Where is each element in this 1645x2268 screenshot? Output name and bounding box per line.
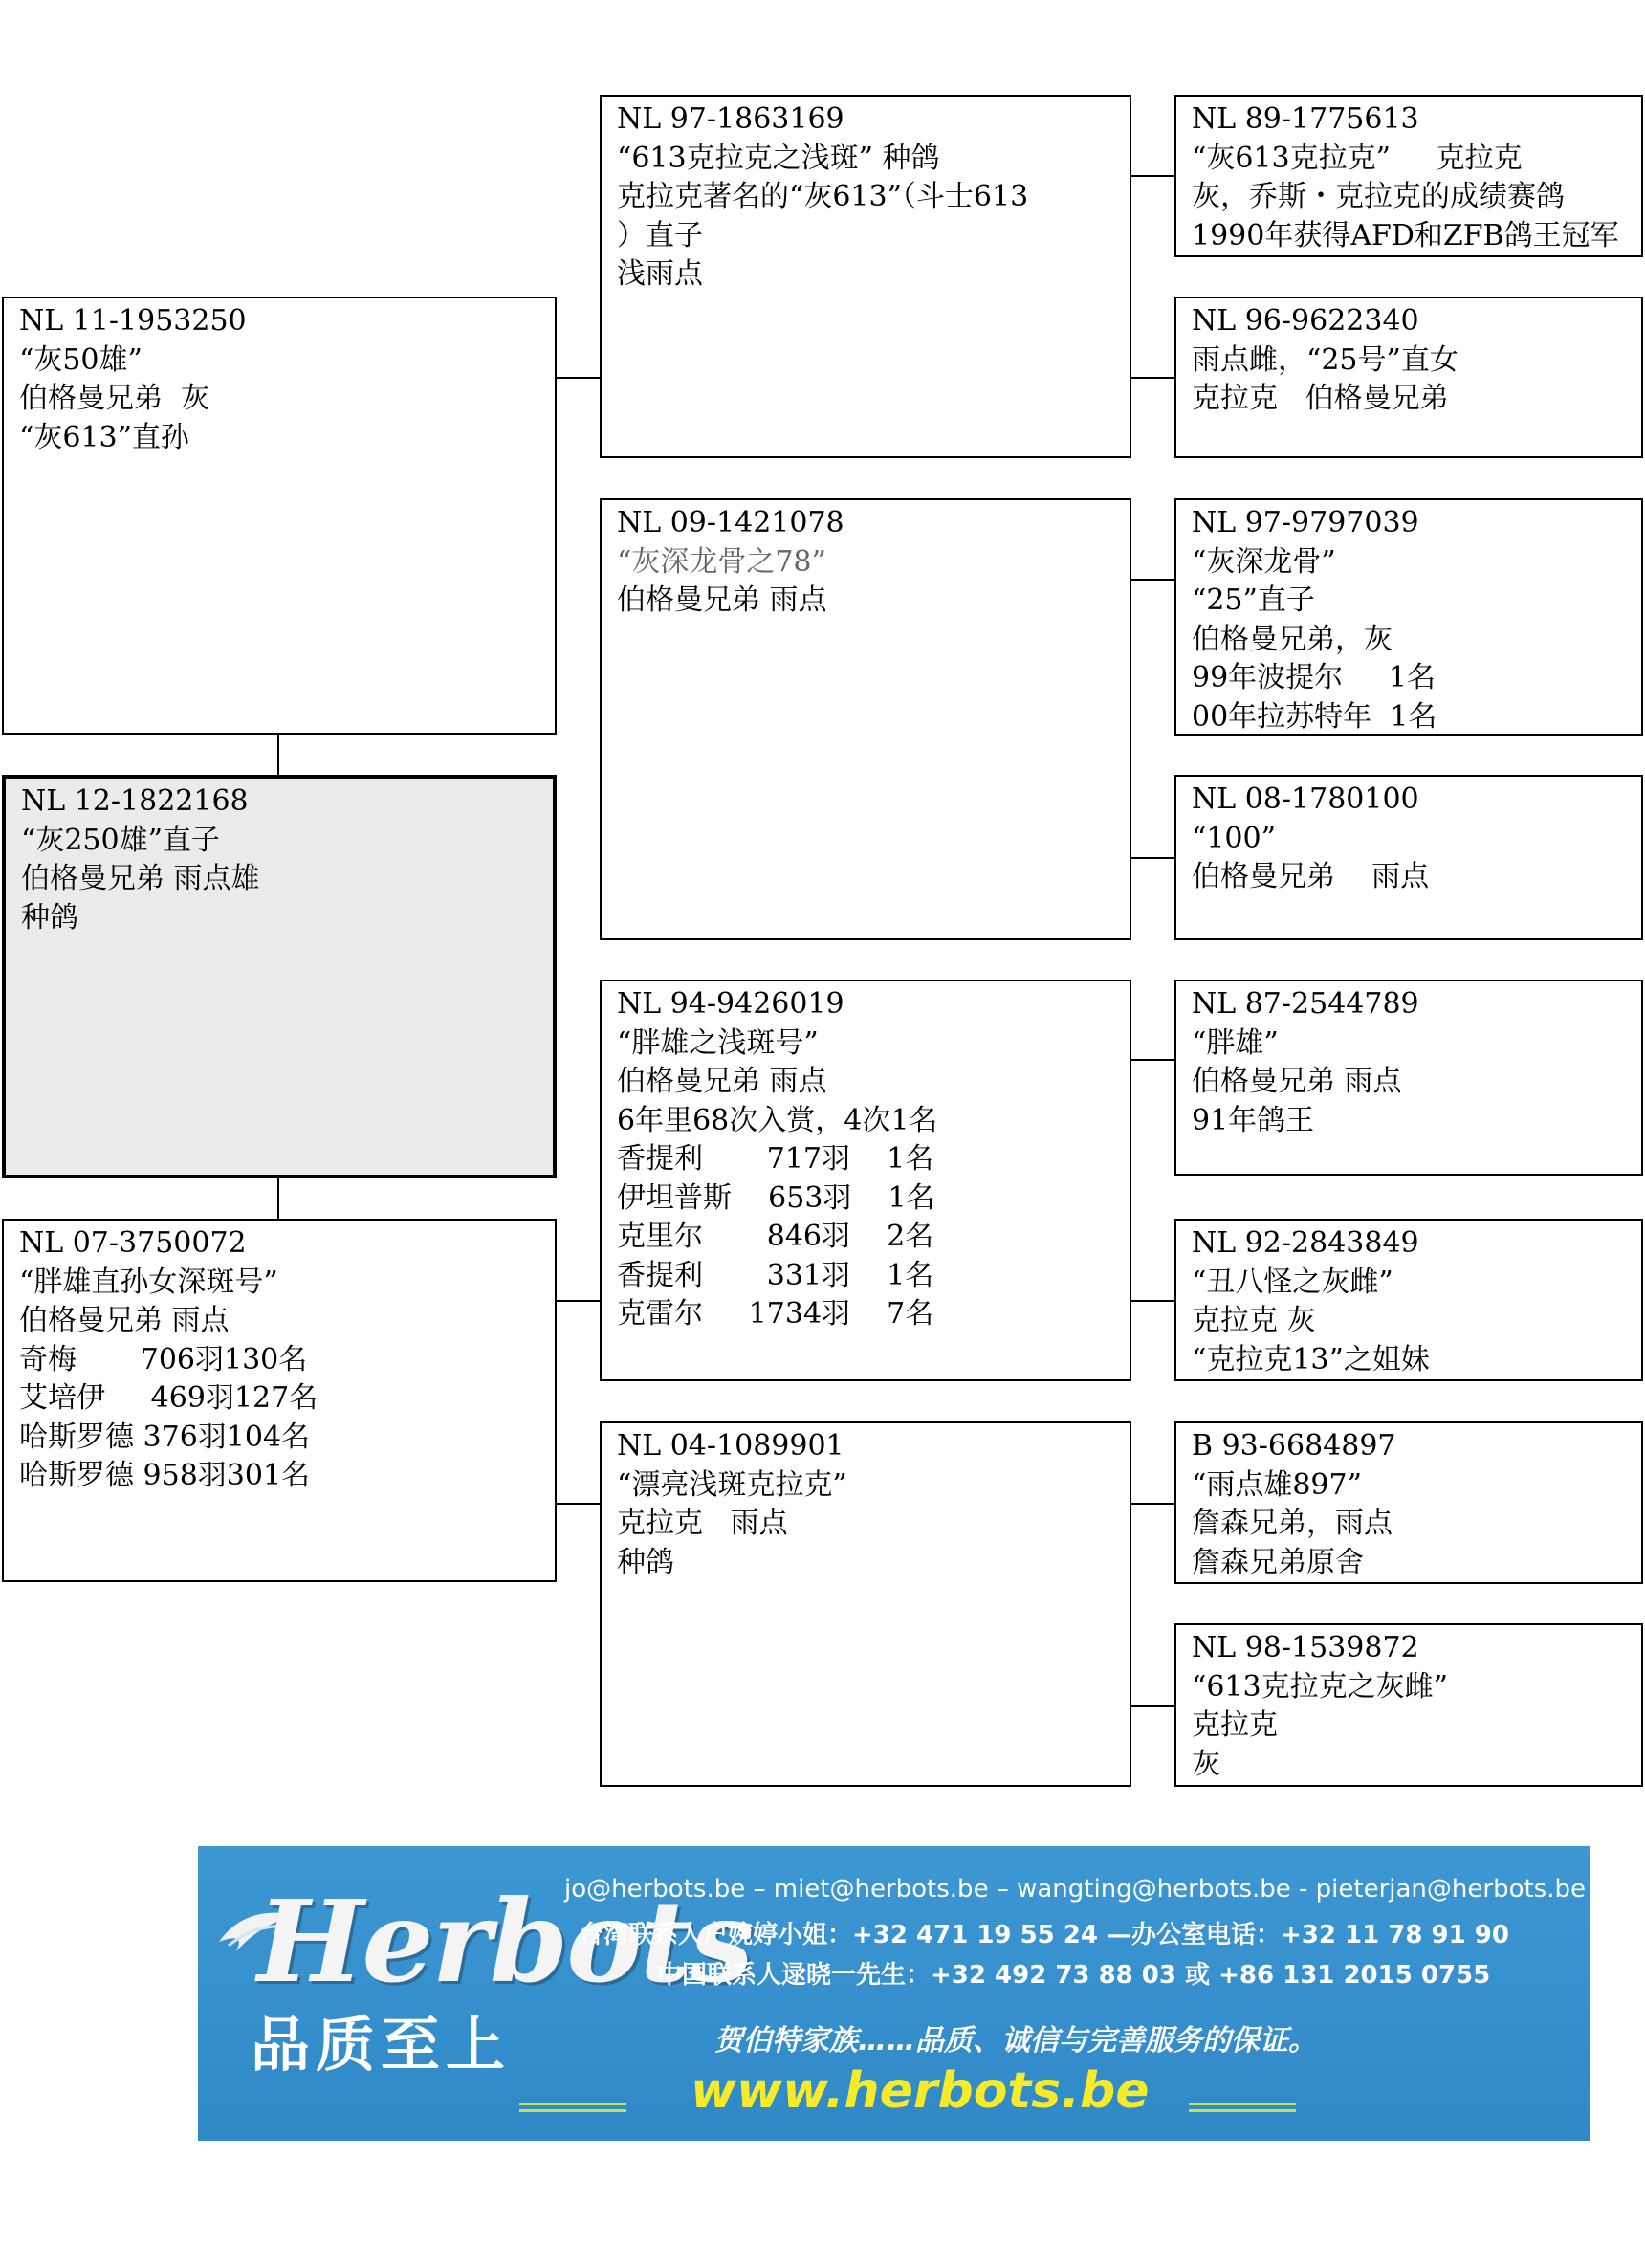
race-result: 哈斯罗德 376羽104名 xyxy=(19,1420,311,1454)
pigeon-name: “灰深龙骨” xyxy=(1192,544,1336,579)
pigeon-info: 詹森兄弟原舍 xyxy=(1192,1545,1364,1579)
race-result: 奇梅 706羽130名 xyxy=(19,1342,308,1376)
pedigree-box-dsd xyxy=(1174,1219,1643,1381)
pedigree-box-subject xyxy=(2,775,557,1178)
pigeon-info: 伯格曼兄弟 灰 xyxy=(19,382,210,415)
connector xyxy=(1131,1705,1174,1707)
race-result: 99年波提尔 1名 xyxy=(1192,661,1436,694)
pigeon-info: 伯格曼兄弟 雨点 xyxy=(1192,860,1430,893)
decorative-line xyxy=(1189,2103,1296,2105)
herbots-banner xyxy=(198,1846,1590,2141)
pedigree-box-sire xyxy=(2,297,557,735)
pedigree-box-sss xyxy=(1174,95,1643,257)
ring-number: NL 92-2843849 xyxy=(1192,1226,1419,1260)
race-result: 克里尔 846羽 2名 xyxy=(617,1220,934,1253)
ring-number: NL 08-1780100 xyxy=(1192,782,1419,816)
pigeon-info: 灰 xyxy=(1192,1747,1220,1781)
ring-number: NL 89-1775613 xyxy=(1192,102,1419,136)
pedigree-box-dam-sire xyxy=(600,980,1131,1381)
race-result: 艾培伊 469羽127名 xyxy=(19,1381,318,1415)
connector xyxy=(557,377,600,379)
pedigree-box-dds xyxy=(1174,1421,1643,1584)
ring-number: NL 94-9426019 xyxy=(617,987,844,1021)
ring-number: NL 09-1421078 xyxy=(617,506,844,539)
connector xyxy=(1131,377,1174,379)
herbots-logo: Herbots xyxy=(257,1875,752,2008)
pigeon-name: “丑八怪之灰雌” xyxy=(1192,1265,1393,1299)
race-result: 香提利 717羽 1名 xyxy=(617,1142,934,1176)
pedigree-box-dam-dam xyxy=(600,1421,1131,1787)
ring-number: NL 98-1539872 xyxy=(1192,1631,1419,1664)
connector xyxy=(1131,579,1174,581)
decorative-line xyxy=(519,2109,626,2112)
pigeon-info: 克拉克 灰 xyxy=(1192,1304,1316,1337)
race-result: 克雷尔 1734羽 7名 xyxy=(617,1297,934,1331)
pigeon-name: “雨点雄897” xyxy=(1192,1467,1362,1502)
pigeon-info: “25”直子 xyxy=(1192,584,1315,617)
connector xyxy=(1131,175,1174,177)
pigeon-info: 伯格曼兄弟 雨点 xyxy=(617,1065,827,1098)
ring-number: NL 87-2544789 xyxy=(1192,987,1419,1021)
ring-number: NL 07-3750072 xyxy=(19,1226,247,1260)
pigeon-info: 詹森兄弟，雨点 xyxy=(1192,1507,1393,1540)
pedigree-box-sire-dam xyxy=(600,498,1131,940)
pigeon-name: “漂亮浅斑克拉克” xyxy=(617,1467,847,1502)
pigeon-info: 伯格曼兄弟，灰 xyxy=(1192,622,1393,656)
pigeon-name: “胖雄” xyxy=(1192,1025,1279,1060)
connector xyxy=(277,1178,279,1219)
pigeon-info: “灰613”直孙 xyxy=(19,420,189,454)
decorative-line xyxy=(519,2103,626,2105)
ring-number: NL 12-1822168 xyxy=(21,784,249,818)
pigeon-info: 伯格曼兄弟 雨点 xyxy=(617,584,827,617)
contact-emails: jo@herbots.be – miet@herbots.be – wangting@herbots.be - pieterjan@herbots.be xyxy=(564,1875,1586,1904)
pigeon-info: 灰，乔斯・克拉克的成绩赛鸽 xyxy=(1192,180,1565,213)
pigeon-name: “613克拉克之灰雌” xyxy=(1192,1669,1448,1704)
pigeon-name: “胖雄直孙女深斑号” xyxy=(19,1265,278,1299)
pigeon-name: “胖雄之浅斑号” xyxy=(617,1025,819,1060)
race-result: 00年拉苏特年 1名 xyxy=(1192,699,1437,734)
pigeon-info: 克拉克 xyxy=(1192,1708,1278,1742)
pedigree-box-sire-sire xyxy=(600,95,1131,458)
pigeon-info: 种鸽 xyxy=(21,900,78,935)
website-link[interactable]: www.herbots.be xyxy=(691,2062,1150,2120)
pigeon-info: 克拉克 伯格曼兄弟 xyxy=(1192,382,1449,415)
ring-number: NL 97-1863169 xyxy=(617,102,844,136)
connector xyxy=(557,1503,600,1505)
connector xyxy=(1131,1503,1174,1505)
ring-number: NL 04-1089901 xyxy=(617,1429,844,1463)
pigeon-name: “100” xyxy=(1192,821,1276,855)
connector xyxy=(1131,1300,1174,1302)
connector xyxy=(557,1300,600,1302)
pigeon-info: 伯格曼兄弟 雨点 xyxy=(1192,1065,1402,1098)
pigeon-info: 种鸽 xyxy=(617,1545,674,1579)
connector xyxy=(1131,1059,1174,1061)
pigeon-name: 雨点雌，“25号”直女 xyxy=(1192,342,1459,377)
ring-number: B 93-6684897 xyxy=(1192,1429,1396,1463)
race-result: 伊坦普斯 653羽 1名 xyxy=(617,1180,935,1215)
pigeon-name: “灰深龙骨之78” xyxy=(617,544,826,579)
pedigree-box-ddd xyxy=(1174,1623,1643,1787)
ring-number: NL 97-9797039 xyxy=(1192,506,1419,539)
pigeon-name: “灰50雄” xyxy=(19,342,143,377)
pigeon-info: 91年鸽王 xyxy=(1192,1103,1315,1137)
pigeon-info: 1990年获得AFD和ZFB鸽王冠军 xyxy=(1192,218,1619,253)
pigeon-info: 伯格曼兄弟 雨点雄 xyxy=(21,862,260,895)
pigeon-info: 浅雨点 xyxy=(617,257,703,291)
race-result: 香提利 331羽 1名 xyxy=(617,1258,934,1292)
connector xyxy=(277,735,279,775)
ring-number: NL 11-1953250 xyxy=(19,304,247,338)
decorative-line xyxy=(1189,2109,1296,2112)
ring-number: NL 96-9622340 xyxy=(1192,304,1419,338)
slogan: 品质至上 xyxy=(251,2010,512,2080)
pigeon-info: 6年里68次入赏，4次1名 xyxy=(617,1103,938,1137)
pedigree-box-sdd xyxy=(1174,775,1643,940)
race-result: 哈斯罗德 958羽301名 xyxy=(19,1459,311,1492)
pigeon-name: “灰613克拉克” 克拉克 xyxy=(1192,141,1523,175)
pedigree-box-ssd xyxy=(1174,297,1643,458)
pigeon-info: ）直子 xyxy=(617,218,703,253)
pigeon-info: 伯格曼兄弟 雨点 xyxy=(19,1304,230,1337)
pedigree-box-dam xyxy=(2,1219,557,1582)
pedigree-box-dss xyxy=(1174,980,1643,1176)
china-contact: 中国联系人逯晓一先生：+32 492 73 88 03 或 +86 131 2015 0755 xyxy=(657,1961,1491,1990)
pigeon-name: “613克拉克之浅斑” 种鸽 xyxy=(617,141,940,175)
motto: 贺伯特家族……品质、诚信与完善服务的保证。 xyxy=(714,2024,1317,2058)
connector xyxy=(1131,857,1174,859)
pigeon-info: 克拉克著名的“灰613”（斗士613 xyxy=(617,180,1029,213)
pigeon-info: “克拉克13”之姐妹 xyxy=(1192,1342,1430,1376)
taiwan-contact: 台湾联系人户婉婷小姐：+32 471 19 55 24 —办公室电话：+32 11 78 91 90 xyxy=(579,1921,1509,1949)
pigeon-name: “灰250雄”直子 xyxy=(21,823,220,857)
pedigree-box-sds xyxy=(1174,498,1643,736)
pigeon-info: 克拉克 雨点 xyxy=(617,1507,788,1540)
